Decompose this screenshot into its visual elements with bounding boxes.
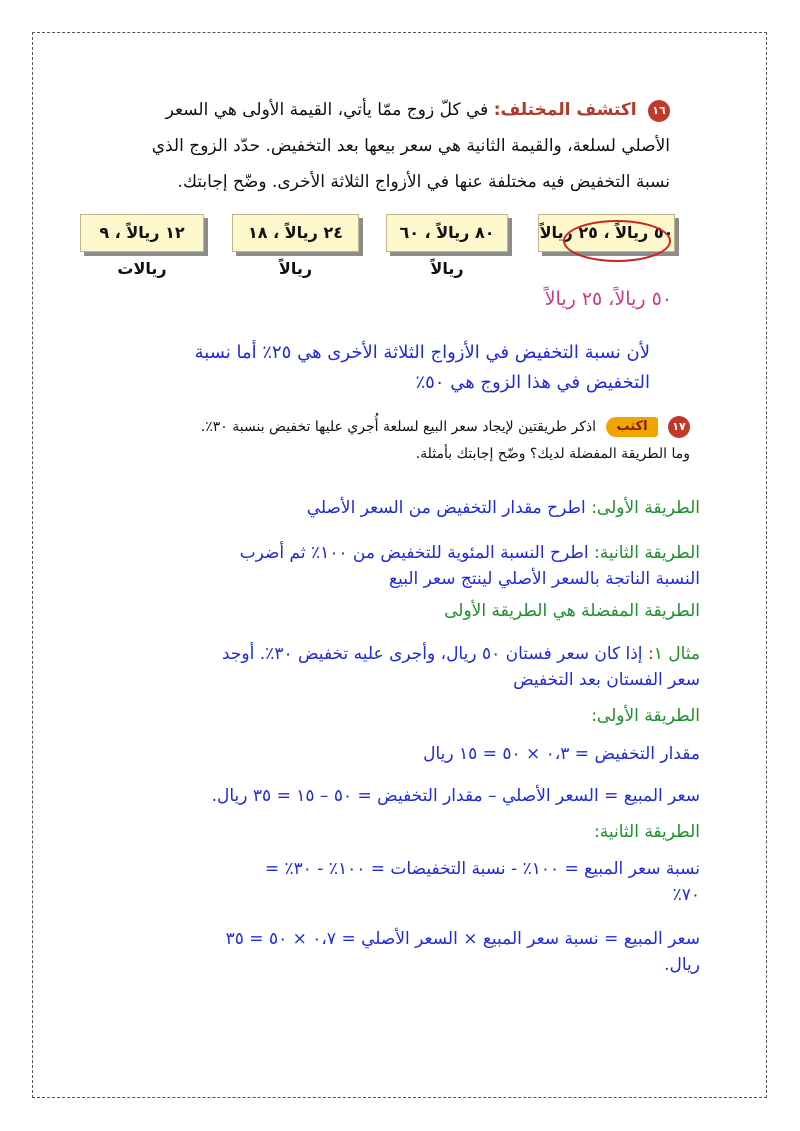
problem-17-line1: اذكر طريقتين لإيجاد سعر البيع لسلعة أُجري عليها تخفيض بنسبة ٣٠٪. bbox=[200, 419, 596, 435]
first-method-heading: الطريقة الأولى: bbox=[591, 706, 700, 726]
method-1 bbox=[307, 495, 700, 521]
method-2-text-a: اطرح النسبة المئوية للتخفيض من ١٠٠٪ ثم أضرب bbox=[239, 543, 589, 563]
example-label: مثال ١ bbox=[653, 644, 700, 664]
write-badge: اكتب bbox=[606, 417, 657, 437]
pair-card-2: ٨٠ ريالاً ، ٦٠ ريالاً bbox=[386, 214, 508, 252]
ratio-line bbox=[265, 856, 700, 908]
problem-17 bbox=[120, 414, 690, 468]
answer-16-reason: لأن نسبة التخفيض في الأزواج الثلاثة الأخرى هي ٢٥٪ أما نسبة التخفيض في هذا الزوج هي ٥٠٪ bbox=[194, 342, 650, 393]
problem-17-number: ١٧ bbox=[668, 416, 690, 438]
problem-16-text: في كلّ زوج ممّا يأتي، القيمة الأولى هي السعر الأصلي لسلعة، والقيمة الثانية هي سعر بيعها بعد التخفيض. حدّد الزوج الذي نسبة التخفيض فيه مختلفة عنها في الأزواج الثلاثة الأخرى. وضّح إجابتك. bbox=[151, 100, 670, 192]
ratio-line-b: ٧٠٪ bbox=[672, 885, 700, 905]
pair-card-3: ٢٤ ريالاً ، ١٨ ريالاً bbox=[232, 214, 359, 252]
method-1-label: الطريقة الأولى: bbox=[591, 498, 700, 518]
problem-16-keyword: اكتشف المختلف: bbox=[493, 100, 637, 120]
example-colon: : bbox=[647, 644, 654, 664]
sale-price-2 bbox=[226, 926, 700, 978]
pair-card-4: ١٢ ريالاً ، ٩ ريالات bbox=[80, 214, 204, 252]
method-2 bbox=[240, 540, 700, 592]
problem-16 bbox=[150, 92, 670, 200]
example-text-b: سعر الفستان بعد التخفيض bbox=[513, 670, 700, 690]
problem-16-number: ١٦ bbox=[648, 100, 670, 122]
problem-17-line2: وما الطريقة المفضلة لديك؟ وضّح إجابتك بأمثلة. bbox=[415, 446, 690, 462]
example-1 bbox=[222, 641, 700, 693]
sale-price-2a: سعر المبيع = نسبة سعر المبيع × السعر الأصلي = ٠،٧ × ٥٠ = ٣٥ bbox=[225, 929, 700, 949]
ratio-line-a: نسبة سعر المبيع = ١٠٠٪ - نسبة التخفيضات = ١٠٠٪ - ٣٠٪ = bbox=[264, 859, 700, 879]
second-method-heading: الطريقة الثانية: bbox=[594, 822, 700, 842]
example-text-a: إذا كان سعر فستان ٥٠ ريال، وأجرى عليه تخفيض ٣٠٪. أوجد bbox=[222, 644, 643, 664]
answer-circle-mark bbox=[563, 220, 671, 262]
method-1-text: اطرح مقدار التخفيض من السعر الأصلي bbox=[306, 498, 586, 518]
sale-price-1: سعر المبيع = السعر الأصلي – مقدار التخفيض = ٥٠ – ١٥ = ٣٥ ريال. bbox=[211, 786, 700, 806]
sale-price-2b: ريال. bbox=[664, 955, 700, 975]
answer-16-pair: ٥٠ ريالاً، ٢٥ ريالاً bbox=[544, 288, 672, 310]
discount-amount: مقدار التخفيض = ٠،٣ × ٥٠ = ١٥ ريال bbox=[423, 744, 700, 764]
pair-card-1: ٥٠ ريالاً ، ٢٥ ريالاً bbox=[538, 214, 675, 252]
preferred-method: الطريقة المفضلة هي الطريقة الأولى bbox=[444, 601, 700, 621]
method-2-label: الطريقة الثانية: bbox=[594, 543, 700, 563]
method-2-text-b: النسبة الناتجة بالسعر الأصلي لينتج سعر البيع bbox=[389, 569, 700, 589]
